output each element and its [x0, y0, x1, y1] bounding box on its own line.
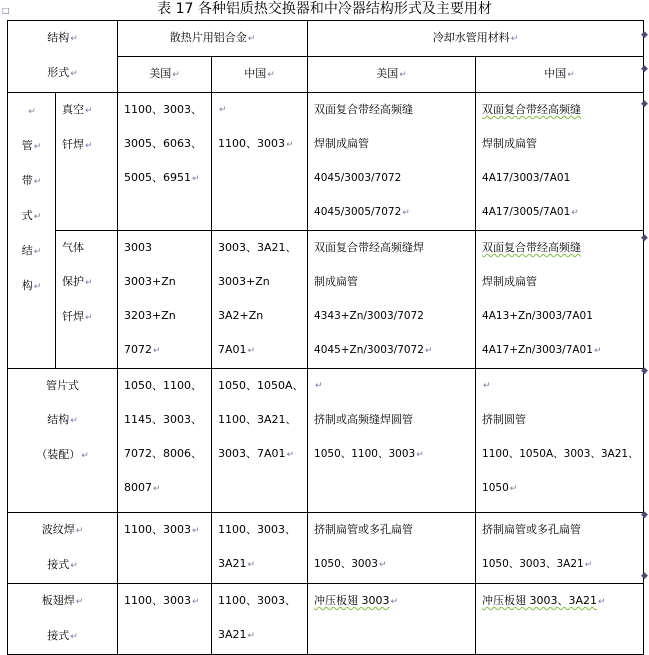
corrugated-tube-usa: 挤制扁管或多孔扁管 1050、3003↵	[308, 513, 476, 584]
table-title: 表 17 各种铝质热交换器和中冷器结构形式及主要用材	[157, 1, 492, 17]
row-end-mark: ◆	[641, 510, 648, 520]
tube-fin-tube-usa: ↵ 挤制或高频缝焊圆管 1050、1100、3003↵	[308, 369, 476, 513]
header-row-1	[8, 21, 644, 57]
gas-tube-china: 双面复合带经高频缝 焊制成扁管 4A13+Zn/3003/7A01 4A17+Zn/3003/7A01↵	[476, 231, 644, 369]
header-tube-usa: 美国↵	[308, 57, 476, 93]
vacuum-brazing-label: 真空↵ 钎焊↵	[56, 93, 118, 231]
header-tube-material: 冷却水管用材料↵	[308, 21, 644, 57]
plate-fin-fin-usa: 1100、3003↵	[118, 584, 212, 655]
corrugated-tube-china: 挤制扁管或多孔扁管 1050、3003、3A21↵	[476, 513, 644, 584]
gas-fin-china: 3003、3A21、 3003+Zn 3A2+Zn 7A01↵	[212, 231, 308, 369]
anchor-mark: □	[2, 6, 10, 15]
vacuum-tube-usa: 双面复合带经高频缝 焊制成扁管 4045/3003/7072 4045/3005/7072↵	[308, 93, 476, 231]
header-tube-china: 中国↵	[476, 57, 644, 93]
table-row-tube-fin	[8, 369, 644, 513]
header-fin-usa: 美国↵	[118, 57, 212, 93]
corrugated-fin-china: 1100、3003、 3A21↵	[212, 513, 308, 584]
header-structure-form: 结构↵ 形式↵	[8, 21, 118, 93]
tube-band-label: ↵ 管↵ 带↵ 式↵ 结↵ 构↵	[8, 93, 56, 369]
plate-fin-label: 板翅焊↵ 接式↵	[8, 584, 118, 655]
gas-fin-usa: 3003 3003+Zn 3203+Zn 7072↵	[118, 231, 212, 369]
row-end-mark: ◆	[641, 30, 648, 40]
table-row-corrugated	[8, 513, 644, 584]
tube-fin-fin-usa: 1050、1100、 1145、3003、 7072、8006、 8007↵	[118, 369, 212, 513]
row-end-mark: ◆	[641, 571, 648, 581]
header-fin-alloy: 散热片用铝合金↵	[118, 21, 308, 57]
tube-fin-tube-china: ↵ 挤制圆管 1100、1050A、3003、3A21、 1050↵	[476, 369, 644, 513]
tube-fin-fin-china: 1050、1050A、 1100、3A21、 3003、7A01↵	[212, 369, 308, 513]
vacuum-tube-china: 双面复合带经高频缝 焊制成扁管 4A17/3003/7A01 4A17/3005/7A01↵	[476, 93, 644, 231]
plate-fin-tube-china: 冲压板翅 3003、3A21↵	[476, 584, 644, 655]
row-end-mark: ◆	[641, 99, 648, 109]
row-end-mark: ◆	[641, 366, 648, 376]
vacuum-fin-usa: 1100、3003、 3005、6063、 5005、6951↵	[118, 93, 212, 231]
gas-tube-usa: 双面复合带经高频缝焊 制成扁管 4343+Zn/3003/7072 4045+Zn/3003/7072↵	[308, 231, 476, 369]
table-row-plate-fin	[8, 584, 644, 655]
vacuum-fin-china: ↵ 1100、3003↵	[212, 93, 308, 231]
tube-fin-label: 管片式 结构↵ （装配）↵	[8, 369, 118, 513]
corrugated-label: 波纹焊↵ 接式↵	[8, 513, 118, 584]
plate-fin-fin-china: 1100、3003、 3A21↵	[212, 584, 308, 655]
row-end-mark: ◆	[641, 64, 648, 74]
header-fin-china: 中国↵	[212, 57, 308, 93]
materials-table	[7, 20, 644, 655]
corrugated-fin-usa: 1100、3003↵	[118, 513, 212, 584]
plate-fin-tube-usa: 冲压板翅 3003↵	[308, 584, 476, 655]
table-row-vacuum-brazing	[8, 93, 644, 231]
gas-brazing-label: 气体 保护↵ 钎焊↵	[56, 231, 118, 369]
row-end-mark: ◆	[641, 233, 648, 243]
table-row-gas-brazing	[8, 231, 644, 369]
